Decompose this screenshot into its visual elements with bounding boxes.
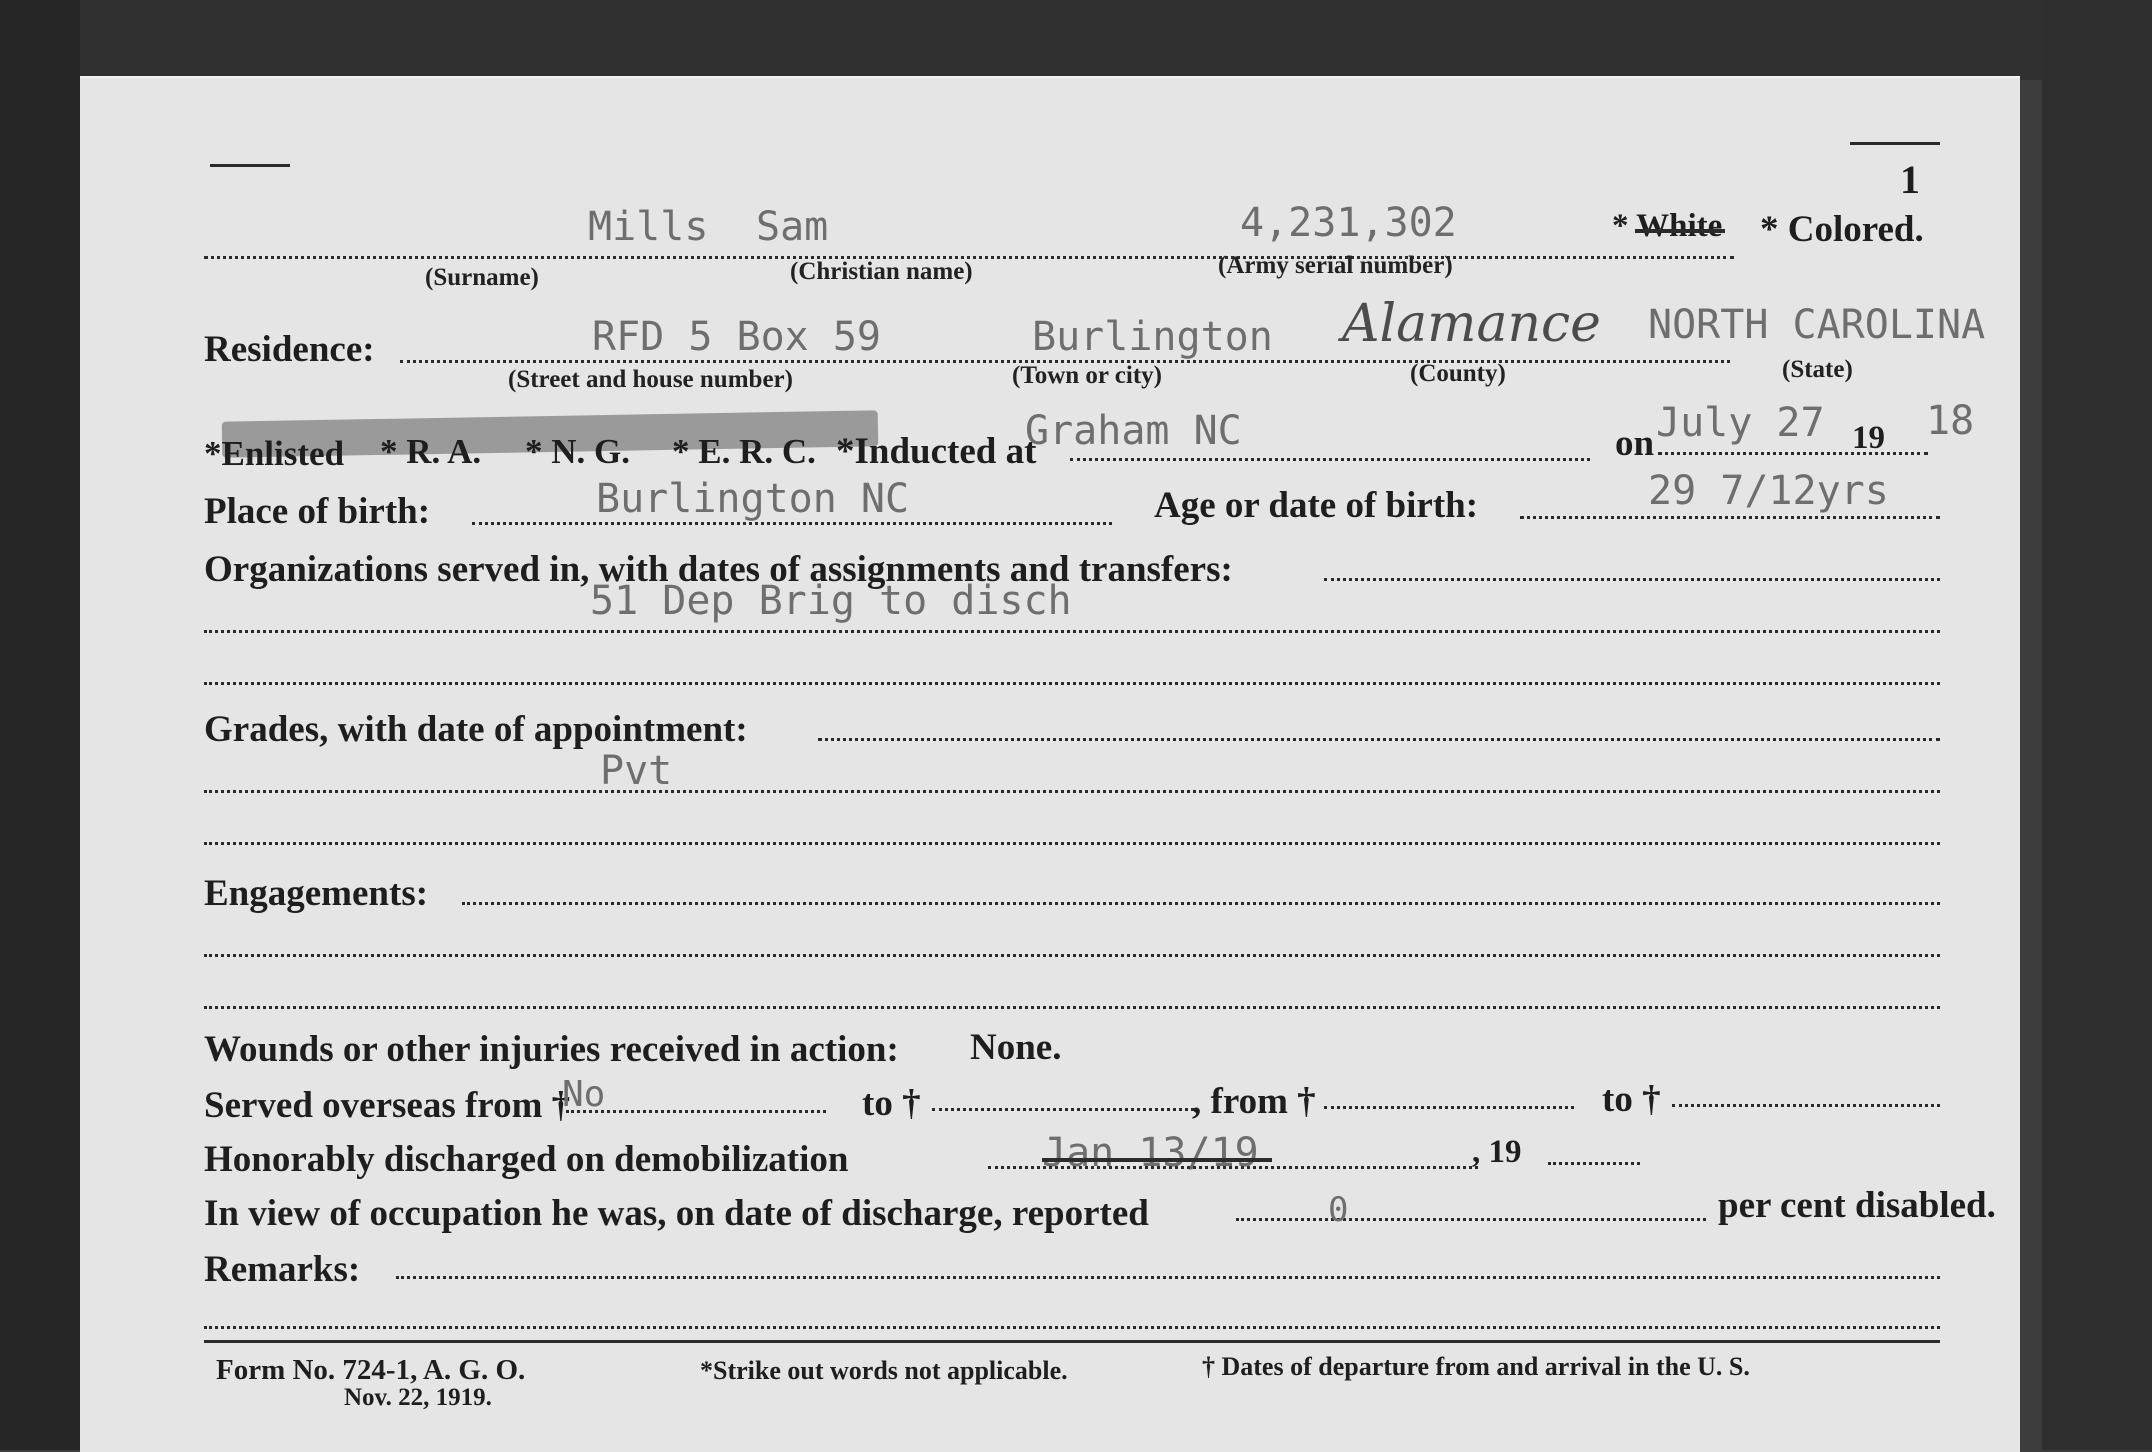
state-caption: (State) [1782,356,1853,383]
race-white-option: * White [1612,208,1723,244]
grades-line-2 [204,790,1940,793]
age-line [1520,516,1940,519]
organizations-line-3 [204,682,1940,685]
surname-caption: (Surname) [425,264,539,291]
inducted-place-line [1070,458,1590,461]
engagements-label: Engagements: [204,873,429,914]
grades-value: Pvt [600,748,673,794]
town-caption: (Town or city) [1012,362,1162,389]
on-label: on [1615,423,1655,464]
erc-option: * E. R. C. [672,432,816,471]
place-of-birth-line [472,522,1112,525]
inducted-date-line [1658,452,1928,455]
wounds-label: Wounds or other injuries received in action: [204,1029,899,1070]
surname-value: Mills [588,204,709,250]
overseas-from2-label: , from † [1192,1081,1316,1122]
serial-number-caption: (Army serial number) [1218,252,1453,279]
inducted-year-prefix: 19 [1852,420,1885,456]
street-value: RFD 5 Box 59 [592,314,881,360]
grades-line-3 [204,842,1940,845]
grades-line-1 [818,738,1940,741]
inducted-label: *Inducted at [836,431,1037,472]
street-caption: (Street and house number) [508,366,793,393]
scan-background-left [0,0,80,1450]
place-of-birth-value: Burlington NC [596,476,910,522]
race-colored-option: * Colored. [1760,209,1924,250]
form-number: Form No. 724-1, A. G. O. [216,1354,526,1386]
strike-note: *Strike out words not applicable. [700,1356,1068,1385]
overseas-from2-line [1324,1106,1574,1109]
organizations-value: 51 Dep Brig to disch [590,578,1072,624]
disability-line [1236,1218,1706,1221]
discharge-strike [1042,1158,1272,1162]
overseas-to2-line [1672,1104,1940,1107]
serial-number-value: 4,231,302 [1240,200,1457,246]
disability-value: 0 [1328,1190,1349,1230]
inducted-year-value: 18 [1926,398,1975,444]
state-value: NORTH CAROLINA [1648,302,1986,348]
christian-name-value: Sam [756,204,829,250]
disability-suffix: per cent disabled. [1718,1185,1996,1226]
christian-name-caption: (Christian name) [790,258,973,285]
engagements-line-2 [204,954,1940,957]
dates-note: † Dates of departure from and arrival in the U. S. [1202,1352,1750,1381]
age-value: 29 7/12yrs [1648,468,1889,514]
scan-background-right [2042,0,2152,1450]
place-of-birth-label: Place of birth: [204,491,431,532]
top-left-mark [210,164,290,167]
county-value: Alamance [1342,294,1601,354]
organizations-line-1 [1324,578,1940,581]
remarks-line-1 [396,1276,1940,1279]
disability-label: In view of occupation he was, on date of discharge, reported [204,1193,1149,1234]
form-date: Nov. 22, 1919. [344,1384,492,1411]
inducted-date-value: July 27 [1656,400,1825,446]
engagements-line-1 [462,902,1940,905]
wounds-value: None. [970,1027,1062,1068]
county-caption: (County) [1410,360,1506,387]
ra-option: * R. A. [380,432,482,471]
residence-label: Residence: [204,329,375,370]
remarks-line-2 [204,1326,1940,1329]
discharge-label: Honorably discharged on demobilization [204,1139,849,1180]
top-right-mark [1850,142,1940,145]
ng-option: * N. G. [525,432,630,471]
grades-label: Grades, with date of appointment: [204,709,748,750]
card-number: 1 [1900,157,1920,202]
overseas-from-line [566,1110,826,1113]
race-white-strike [1635,229,1725,233]
age-label: Age or date of birth: [1154,485,1479,526]
discharge-value: Jan 13/19 [1042,1130,1259,1176]
overseas-to-label: to † [862,1083,921,1124]
engagements-line-3 [204,1006,1940,1009]
footer-rule [204,1340,1940,1343]
organizations-label: Organizations served in, with dates of assignments and transfers: [204,549,1233,590]
inducted-place-value: Graham NC [1025,408,1242,454]
discharge-year-line [1548,1162,1640,1165]
enlisted-option: *Enlisted [204,434,345,473]
remarks-label: Remarks: [204,1249,361,1290]
town-value: Burlington [1032,314,1273,360]
scan-background-top [0,0,2152,80]
overseas-to2-label: to † [1602,1079,1661,1120]
discharge-year-prefix: , 19 [1472,1134,1522,1170]
discharge-line [988,1166,1478,1169]
organizations-line-2 [204,630,1940,633]
service-record-card [80,76,2020,1452]
overseas-from-label: Served overseas from † [204,1085,571,1126]
overseas-to-line [932,1108,1194,1111]
overseas-from-value: No [562,1074,606,1115]
